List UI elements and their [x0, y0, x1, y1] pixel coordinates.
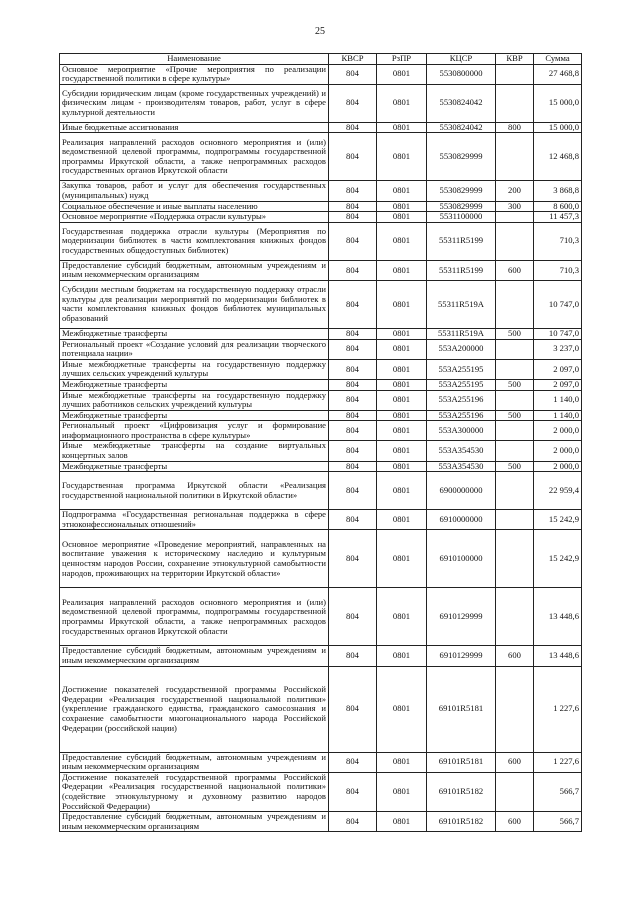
table-row	[60, 260, 582, 280]
table-row	[60, 181, 582, 201]
cell-sum: 566,7	[534, 812, 582, 832]
header-sum: Сумма	[534, 54, 582, 65]
cell-kvr	[496, 530, 534, 588]
cell-kcsr: 553A255196	[427, 390, 496, 410]
budget-table	[59, 53, 582, 832]
header-rzpr: РзПР	[377, 54, 427, 65]
cell-kcsr: 5530824042	[427, 84, 496, 122]
table-row	[60, 588, 582, 646]
header-name: Наименование	[60, 54, 329, 65]
cell-sum: 2 097,0	[534, 379, 582, 390]
cell-kcsr: 55311R519A	[427, 280, 496, 328]
cell-rzpr: 0801	[377, 328, 427, 339]
cell-rzpr: 0801	[377, 461, 427, 472]
cell-rzpr: 0801	[377, 588, 427, 646]
cell-name: Иные межбюджетные трансферты на государственную поддержку лучших работников сельских учреждений культуры	[60, 390, 329, 410]
cell-kvsr: 804	[329, 328, 377, 339]
table-row	[60, 64, 582, 84]
cell-rzpr: 0801	[377, 441, 427, 461]
table-row	[60, 461, 582, 472]
cell-kcsr: 6910000000	[427, 510, 496, 530]
cell-name: Закупка товаров, работ и услуг для обеспечения государственных (муниципальных) нужд	[60, 181, 329, 201]
cell-kvr: 300	[496, 201, 534, 212]
cell-name: Межбюджетные трансферты	[60, 328, 329, 339]
cell-kvsr: 804	[329, 812, 377, 832]
cell-name: Региональный проект «Цифровизация услуг и формирование информационного пространства в сфере культуры»	[60, 421, 329, 441]
cell-kvsr: 804	[329, 84, 377, 122]
cell-sum: 15 000,0	[534, 122, 582, 133]
cell-rzpr: 0801	[377, 212, 427, 223]
cell-kcsr: 5530829999	[427, 181, 496, 201]
table-row	[60, 441, 582, 461]
table-row	[60, 772, 582, 811]
cell-sum: 3 868,8	[534, 181, 582, 201]
cell-sum: 12 468,8	[534, 133, 582, 181]
table-body	[60, 64, 582, 832]
cell-kvr	[496, 64, 534, 84]
cell-kcsr: 69101R5181	[427, 666, 496, 752]
cell-kcsr: 5530800000	[427, 64, 496, 84]
table-row	[60, 339, 582, 359]
table-row	[60, 222, 582, 260]
cell-kcsr: 69101R5181	[427, 752, 496, 772]
cell-sum: 3 237,0	[534, 339, 582, 359]
table-row	[60, 666, 582, 752]
cell-sum: 1 227,6	[534, 752, 582, 772]
cell-kcsr: 553A255195	[427, 359, 496, 379]
cell-kvr	[496, 510, 534, 530]
cell-sum: 1 227,6	[534, 666, 582, 752]
cell-rzpr: 0801	[377, 64, 427, 84]
table-row	[60, 212, 582, 223]
cell-sum: 13 448,6	[534, 646, 582, 666]
cell-rzpr: 0801	[377, 280, 427, 328]
cell-kvr: 500	[496, 328, 534, 339]
cell-kvsr: 804	[329, 212, 377, 223]
cell-rzpr: 0801	[377, 359, 427, 379]
cell-kvsr: 804	[329, 379, 377, 390]
cell-name: Реализация направлений расходов основного мероприятия и (или) ведомственной целевой программы, подпрограммы государственной программы Иркутской области, а также непрограммных расходов государственных органов Иркутской области	[60, 588, 329, 646]
cell-name: Субсидии юридическим лицам (кроме государственных учреждений) и физическим лицам - производителям товаров, работ, услуг в сфере культурной деятельности	[60, 84, 329, 122]
cell-kcsr: 553A300000	[427, 421, 496, 441]
cell-kcsr: 69101R5182	[427, 812, 496, 832]
cell-kvsr: 804	[329, 133, 377, 181]
cell-sum: 2 000,0	[534, 421, 582, 441]
cell-kcsr: 553A255196	[427, 410, 496, 421]
cell-kvr: 600	[496, 646, 534, 666]
cell-sum: 566,7	[534, 772, 582, 811]
cell-kvr	[496, 359, 534, 379]
cell-sum: 15 242,9	[534, 510, 582, 530]
table-row	[60, 359, 582, 379]
cell-kcsr: 5530829999	[427, 201, 496, 212]
cell-name: Межбюджетные трансферты	[60, 379, 329, 390]
cell-name: Основное мероприятие «Прочие мероприятия по реализации государственной политики в сфере культуры»	[60, 64, 329, 84]
table-row	[60, 812, 582, 832]
cell-kvr: 600	[496, 812, 534, 832]
table-row	[60, 280, 582, 328]
cell-sum: 1 140,0	[534, 390, 582, 410]
page-number: 25	[315, 26, 325, 37]
cell-sum: 13 448,6	[534, 588, 582, 646]
cell-rzpr: 0801	[377, 421, 427, 441]
cell-name: Государственная поддержка отрасли культуры (Мероприятия по модернизации библиотек в части комплектования книжных фондов государственных общедоступных библиотек)	[60, 222, 329, 260]
cell-kvr	[496, 84, 534, 122]
cell-sum: 2 000,0	[534, 461, 582, 472]
header-kcsr: КЦСР	[427, 54, 496, 65]
table-row	[60, 421, 582, 441]
cell-kvr: 500	[496, 461, 534, 472]
table-row	[60, 201, 582, 212]
cell-name: Предоставление субсидий бюджетным, автономным учреждениям и иным некоммерческим организациям	[60, 752, 329, 772]
cell-kvsr: 804	[329, 390, 377, 410]
table-row	[60, 379, 582, 390]
cell-name: Основное мероприятие «Поддержка отрасли культуры»	[60, 212, 329, 223]
cell-rzpr: 0801	[377, 646, 427, 666]
cell-kvsr: 804	[329, 359, 377, 379]
cell-rzpr: 0801	[377, 222, 427, 260]
cell-sum: 10 747,0	[534, 328, 582, 339]
cell-rzpr: 0801	[377, 666, 427, 752]
table-header-row	[60, 54, 582, 65]
table-row	[60, 752, 582, 772]
cell-name: Иные межбюджетные трансферты на создание виртуальных концертных залов	[60, 441, 329, 461]
cell-kcsr: 5531100000	[427, 212, 496, 223]
cell-kcsr: 5530829999	[427, 133, 496, 181]
cell-rzpr: 0801	[377, 84, 427, 122]
cell-rzpr: 0801	[377, 812, 427, 832]
cell-rzpr: 0801	[377, 410, 427, 421]
cell-kvr: 500	[496, 410, 534, 421]
table-row	[60, 84, 582, 122]
table-row	[60, 328, 582, 339]
cell-rzpr: 0801	[377, 181, 427, 201]
cell-kvr	[496, 133, 534, 181]
cell-kvsr: 804	[329, 122, 377, 133]
cell-kcsr: 6910129999	[427, 588, 496, 646]
cell-name: Субсидии местным бюджетам на государственную поддержку отрасли культуры для реализации мероприятий по модернизации библиотек в части комплектования книжных фондов библиотек муниципальных образований	[60, 280, 329, 328]
cell-kvr: 600	[496, 752, 534, 772]
cell-rzpr: 0801	[377, 772, 427, 811]
cell-kvsr: 804	[329, 260, 377, 280]
cell-sum: 27 468,8	[534, 64, 582, 84]
cell-sum: 8 600,0	[534, 201, 582, 212]
cell-rzpr: 0801	[377, 390, 427, 410]
table-row	[60, 133, 582, 181]
cell-kcsr: 69101R5182	[427, 772, 496, 811]
cell-kvsr: 804	[329, 772, 377, 811]
cell-kvsr: 804	[329, 510, 377, 530]
cell-sum: 11 457,3	[534, 212, 582, 223]
cell-kvr	[496, 472, 534, 510]
cell-kcsr: 553A354530	[427, 461, 496, 472]
cell-kcsr: 55311R5199	[427, 260, 496, 280]
cell-kvr	[496, 212, 534, 223]
cell-kvsr: 804	[329, 441, 377, 461]
cell-name: Подпрограмма «Государственная региональная поддержка в сфере этноконфессиональных отношений»	[60, 510, 329, 530]
cell-sum: 2 097,0	[534, 359, 582, 379]
cell-rzpr: 0801	[377, 379, 427, 390]
cell-kvsr: 804	[329, 222, 377, 260]
cell-kvsr: 804	[329, 472, 377, 510]
cell-kvr	[496, 390, 534, 410]
cell-kvr: 600	[496, 260, 534, 280]
cell-kvsr: 804	[329, 666, 377, 752]
cell-sum: 710,3	[534, 222, 582, 260]
table-row	[60, 122, 582, 133]
cell-kvsr: 804	[329, 201, 377, 212]
cell-name: Межбюджетные трансферты	[60, 410, 329, 421]
cell-kvr: 800	[496, 122, 534, 133]
cell-kvsr: 804	[329, 646, 377, 666]
cell-name: Региональный проект «Создание условий для реализации творческого потенциала нации»	[60, 339, 329, 359]
cell-kvr	[496, 666, 534, 752]
cell-name: Предоставление субсидий бюджетным, автономным учреждениям и иным некоммерческим организациям	[60, 260, 329, 280]
cell-rzpr: 0801	[377, 133, 427, 181]
cell-kvsr: 804	[329, 64, 377, 84]
cell-name: Достижение показателей государственной программы Российской Федерации «Реализация государственной национальной политики» (укрепление гражданского единства, гражданского самосознания и сохранение самобытности многонационального народа Российской Федерации (российской нации)	[60, 666, 329, 752]
cell-rzpr: 0801	[377, 510, 427, 530]
cell-kvsr: 804	[329, 339, 377, 359]
cell-kvr	[496, 421, 534, 441]
cell-rzpr: 0801	[377, 530, 427, 588]
cell-rzpr: 0801	[377, 339, 427, 359]
cell-sum: 710,3	[534, 260, 582, 280]
cell-name: Реализация направлений расходов основного мероприятия и (или) ведомственной целевой программы, подпрограммы государственной программы Иркутской области, а также непрограммных расходов государственных органов Иркутской области	[60, 133, 329, 181]
table-row	[60, 410, 582, 421]
cell-kvr	[496, 222, 534, 260]
cell-kcsr: 6910100000	[427, 530, 496, 588]
cell-kvr	[496, 588, 534, 646]
cell-name: Предоставление субсидий бюджетным, автономным учреждениям и иным некоммерческим организациям	[60, 812, 329, 832]
cell-kvr	[496, 441, 534, 461]
cell-name: Достижение показателей государственной программы Российской Федерации «Реализация государственной национальной политики» (содействие этнокультурному и духовному развитию народов Российской Федерации)	[60, 772, 329, 811]
cell-kvr	[496, 339, 534, 359]
cell-rzpr: 0801	[377, 752, 427, 772]
cell-name: Основное мероприятие «Проведение мероприятий, направленных на воспитание уважения к историческому наследию и культурным ценностям народов России, сохранение этнокультурной самобытности народов, проживающих на территории Иркутской области»	[60, 530, 329, 588]
cell-kcsr: 6900000000	[427, 472, 496, 510]
cell-sum: 2 000,0	[534, 441, 582, 461]
cell-kcsr: 553A200000	[427, 339, 496, 359]
header-kvsr: КВСР	[329, 54, 377, 65]
cell-kvr	[496, 772, 534, 811]
cell-rzpr: 0801	[377, 260, 427, 280]
cell-name: Предоставление субсидий бюджетным, автономным учреждениям и иным некоммерческим организациям	[60, 646, 329, 666]
table-row	[60, 646, 582, 666]
cell-rzpr: 0801	[377, 472, 427, 510]
table-row	[60, 472, 582, 510]
cell-kcsr: 55311R5199	[427, 222, 496, 260]
cell-sum: 10 747,0	[534, 280, 582, 328]
cell-sum: 22 959,4	[534, 472, 582, 510]
cell-kvsr: 804	[329, 181, 377, 201]
cell-kvr: 500	[496, 379, 534, 390]
cell-kvr: 200	[496, 181, 534, 201]
cell-kvsr: 804	[329, 588, 377, 646]
table-row	[60, 390, 582, 410]
header-kvr: КВР	[496, 54, 534, 65]
table-row	[60, 530, 582, 588]
cell-kcsr: 553A255195	[427, 379, 496, 390]
cell-name: Иные межбюджетные трансферты на государственную поддержку лучших сельских учреждений культуры	[60, 359, 329, 379]
cell-rzpr: 0801	[377, 201, 427, 212]
table-row	[60, 510, 582, 530]
cell-kcsr: 6910129999	[427, 646, 496, 666]
cell-kvsr: 804	[329, 752, 377, 772]
cell-sum: 15 000,0	[534, 84, 582, 122]
cell-kvr	[496, 280, 534, 328]
cell-name: Государственная программа Иркутской области «Реализация государственной национальной политики в Иркутской области»	[60, 472, 329, 510]
cell-sum: 15 242,9	[534, 530, 582, 588]
cell-kvsr: 804	[329, 530, 377, 588]
cell-kvsr: 804	[329, 280, 377, 328]
cell-kvsr: 804	[329, 410, 377, 421]
cell-name: Межбюджетные трансферты	[60, 461, 329, 472]
cell-kcsr: 553A354530	[427, 441, 496, 461]
cell-name: Социальное обеспечение и иные выплаты населению	[60, 201, 329, 212]
cell-kcsr: 55311R519A	[427, 328, 496, 339]
cell-sum: 1 140,0	[534, 410, 582, 421]
cell-kvsr: 804	[329, 421, 377, 441]
cell-name: Иные бюджетные ассигнования	[60, 122, 329, 133]
cell-kcsr: 5530824042	[427, 122, 496, 133]
cell-kvsr: 804	[329, 461, 377, 472]
cell-rzpr: 0801	[377, 122, 427, 133]
